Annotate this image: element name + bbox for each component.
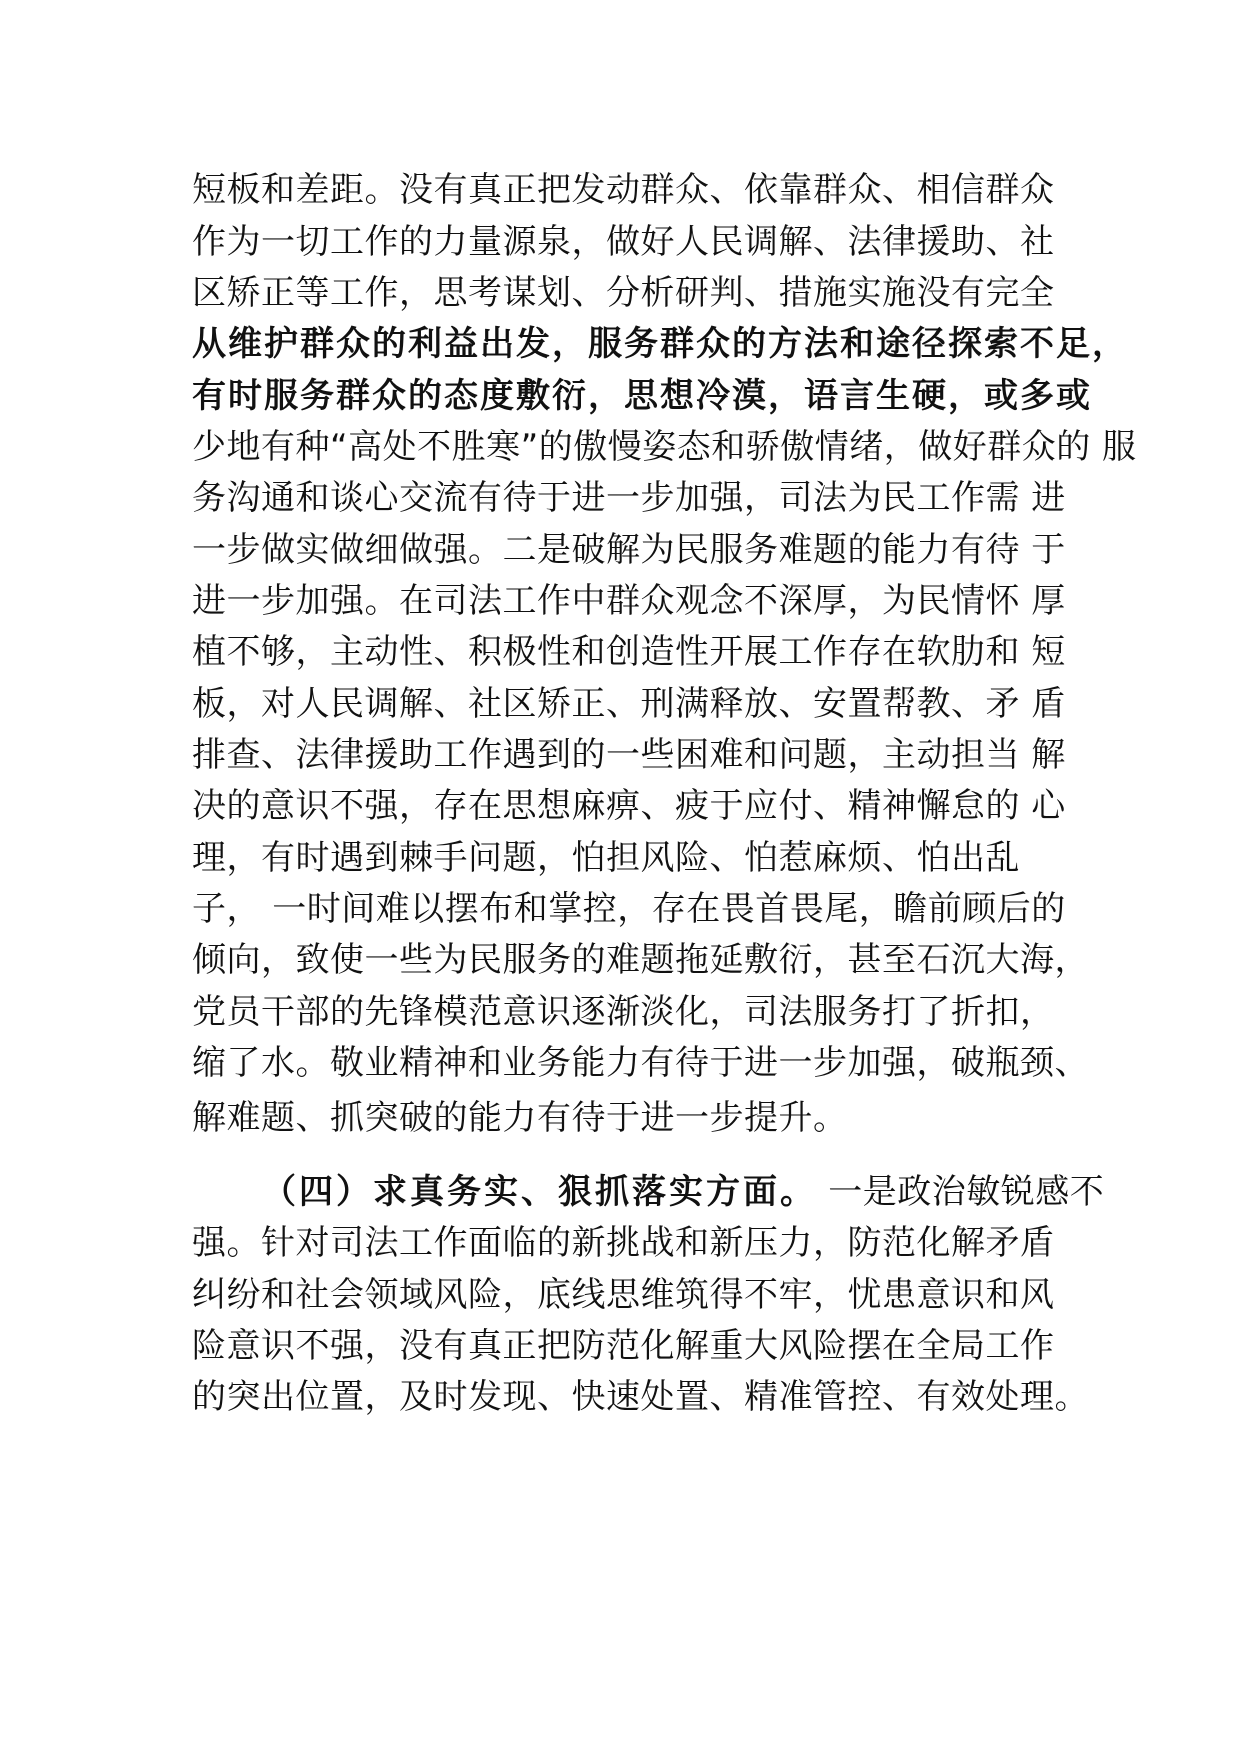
body-line: 有时服务群众的态度敷衍，思想冷漠，语言生硬，或多或: [192, 376, 1092, 416]
body-line: 纠纷和社会领域风险，底线思维筑得不牢，忧患意识和风: [192, 1275, 1055, 1315]
body-line: 解难题、抓突破的能力有待于进一步提升。: [192, 1098, 848, 1138]
body-line: 作为一切工作的力量源泉，做好人民调解、法律援助、社: [192, 222, 1055, 262]
body-line: 子， 一时间难以摆布和掌控，存在畏首畏尾，瞻前顾后的: [192, 889, 1066, 929]
body-line: 强。针对司法工作面临的新挑战和新压力，防范化解矛盾: [192, 1223, 1055, 1263]
body-line: 一步做实做细做强。二是破解为民服务难题的能力有待 于: [192, 530, 1066, 570]
section-heading-rest: 一是政治敏锐感不: [817, 1172, 1105, 1212]
body-line: 植不够，主动性、积极性和创造性开展工作存在软肋和 短: [192, 632, 1066, 672]
section-heading: （四）求真务实、狠抓落实方面。: [262, 1172, 817, 1212]
body-line: 板，对人民调解、社区矫正、刑满释放、安置帮教、矛 盾: [192, 684, 1066, 724]
section-heading-line: [262, 1172, 1162, 1212]
body-line: 倾向，致使一些为民服务的难题拖延敷衍，甚至石沉大海，: [192, 940, 1089, 980]
body-line: 短板和差距。没有真正把发动群众、依靠群众、相信群众: [192, 170, 1055, 210]
body-line: 缩了水。敬业精神和业务能力有待于进一步加强，破瓶颈、: [192, 1043, 1089, 1083]
body-line: 决的意识不强，存在思想麻痹、疲于应付、精神懈怠的 心: [192, 786, 1066, 826]
body-line: 的突出位置，及时发现、快速处置、精准管控、有效处理。: [192, 1377, 1089, 1417]
body-line: 进一步加强。在司法工作中群众观念不深厚，为民情怀 厚: [192, 581, 1066, 621]
body-line: 务沟通和谈心交流有待于进一步加强，司法为民工作需 进: [192, 478, 1066, 518]
body-line: 党员干部的先锋模范意识逐渐淡化，司法服务打了折扣，: [192, 992, 1055, 1032]
body-line: 排查、法律援助工作遇到的一些困难和问题，主动担当 解: [192, 735, 1066, 775]
body-line: 从维护群众的利益出发，服务群众的方法和途径探索不足，: [192, 324, 1128, 364]
body-line: 区矫正等工作，思考谋划、分析研判、措施实施没有完全: [192, 273, 1055, 313]
body-line: 理，有时遇到棘手问题，怕担风险、怕惹麻烦、怕出乱: [192, 838, 1020, 878]
body-line: 少地有种“高处不胜寒”的傲慢姿态和骄傲情绪，做好群众的 服: [192, 427, 1137, 467]
body-line: 险意识不强，没有真正把防范化解重大风险摆在全局工作: [192, 1326, 1055, 1366]
